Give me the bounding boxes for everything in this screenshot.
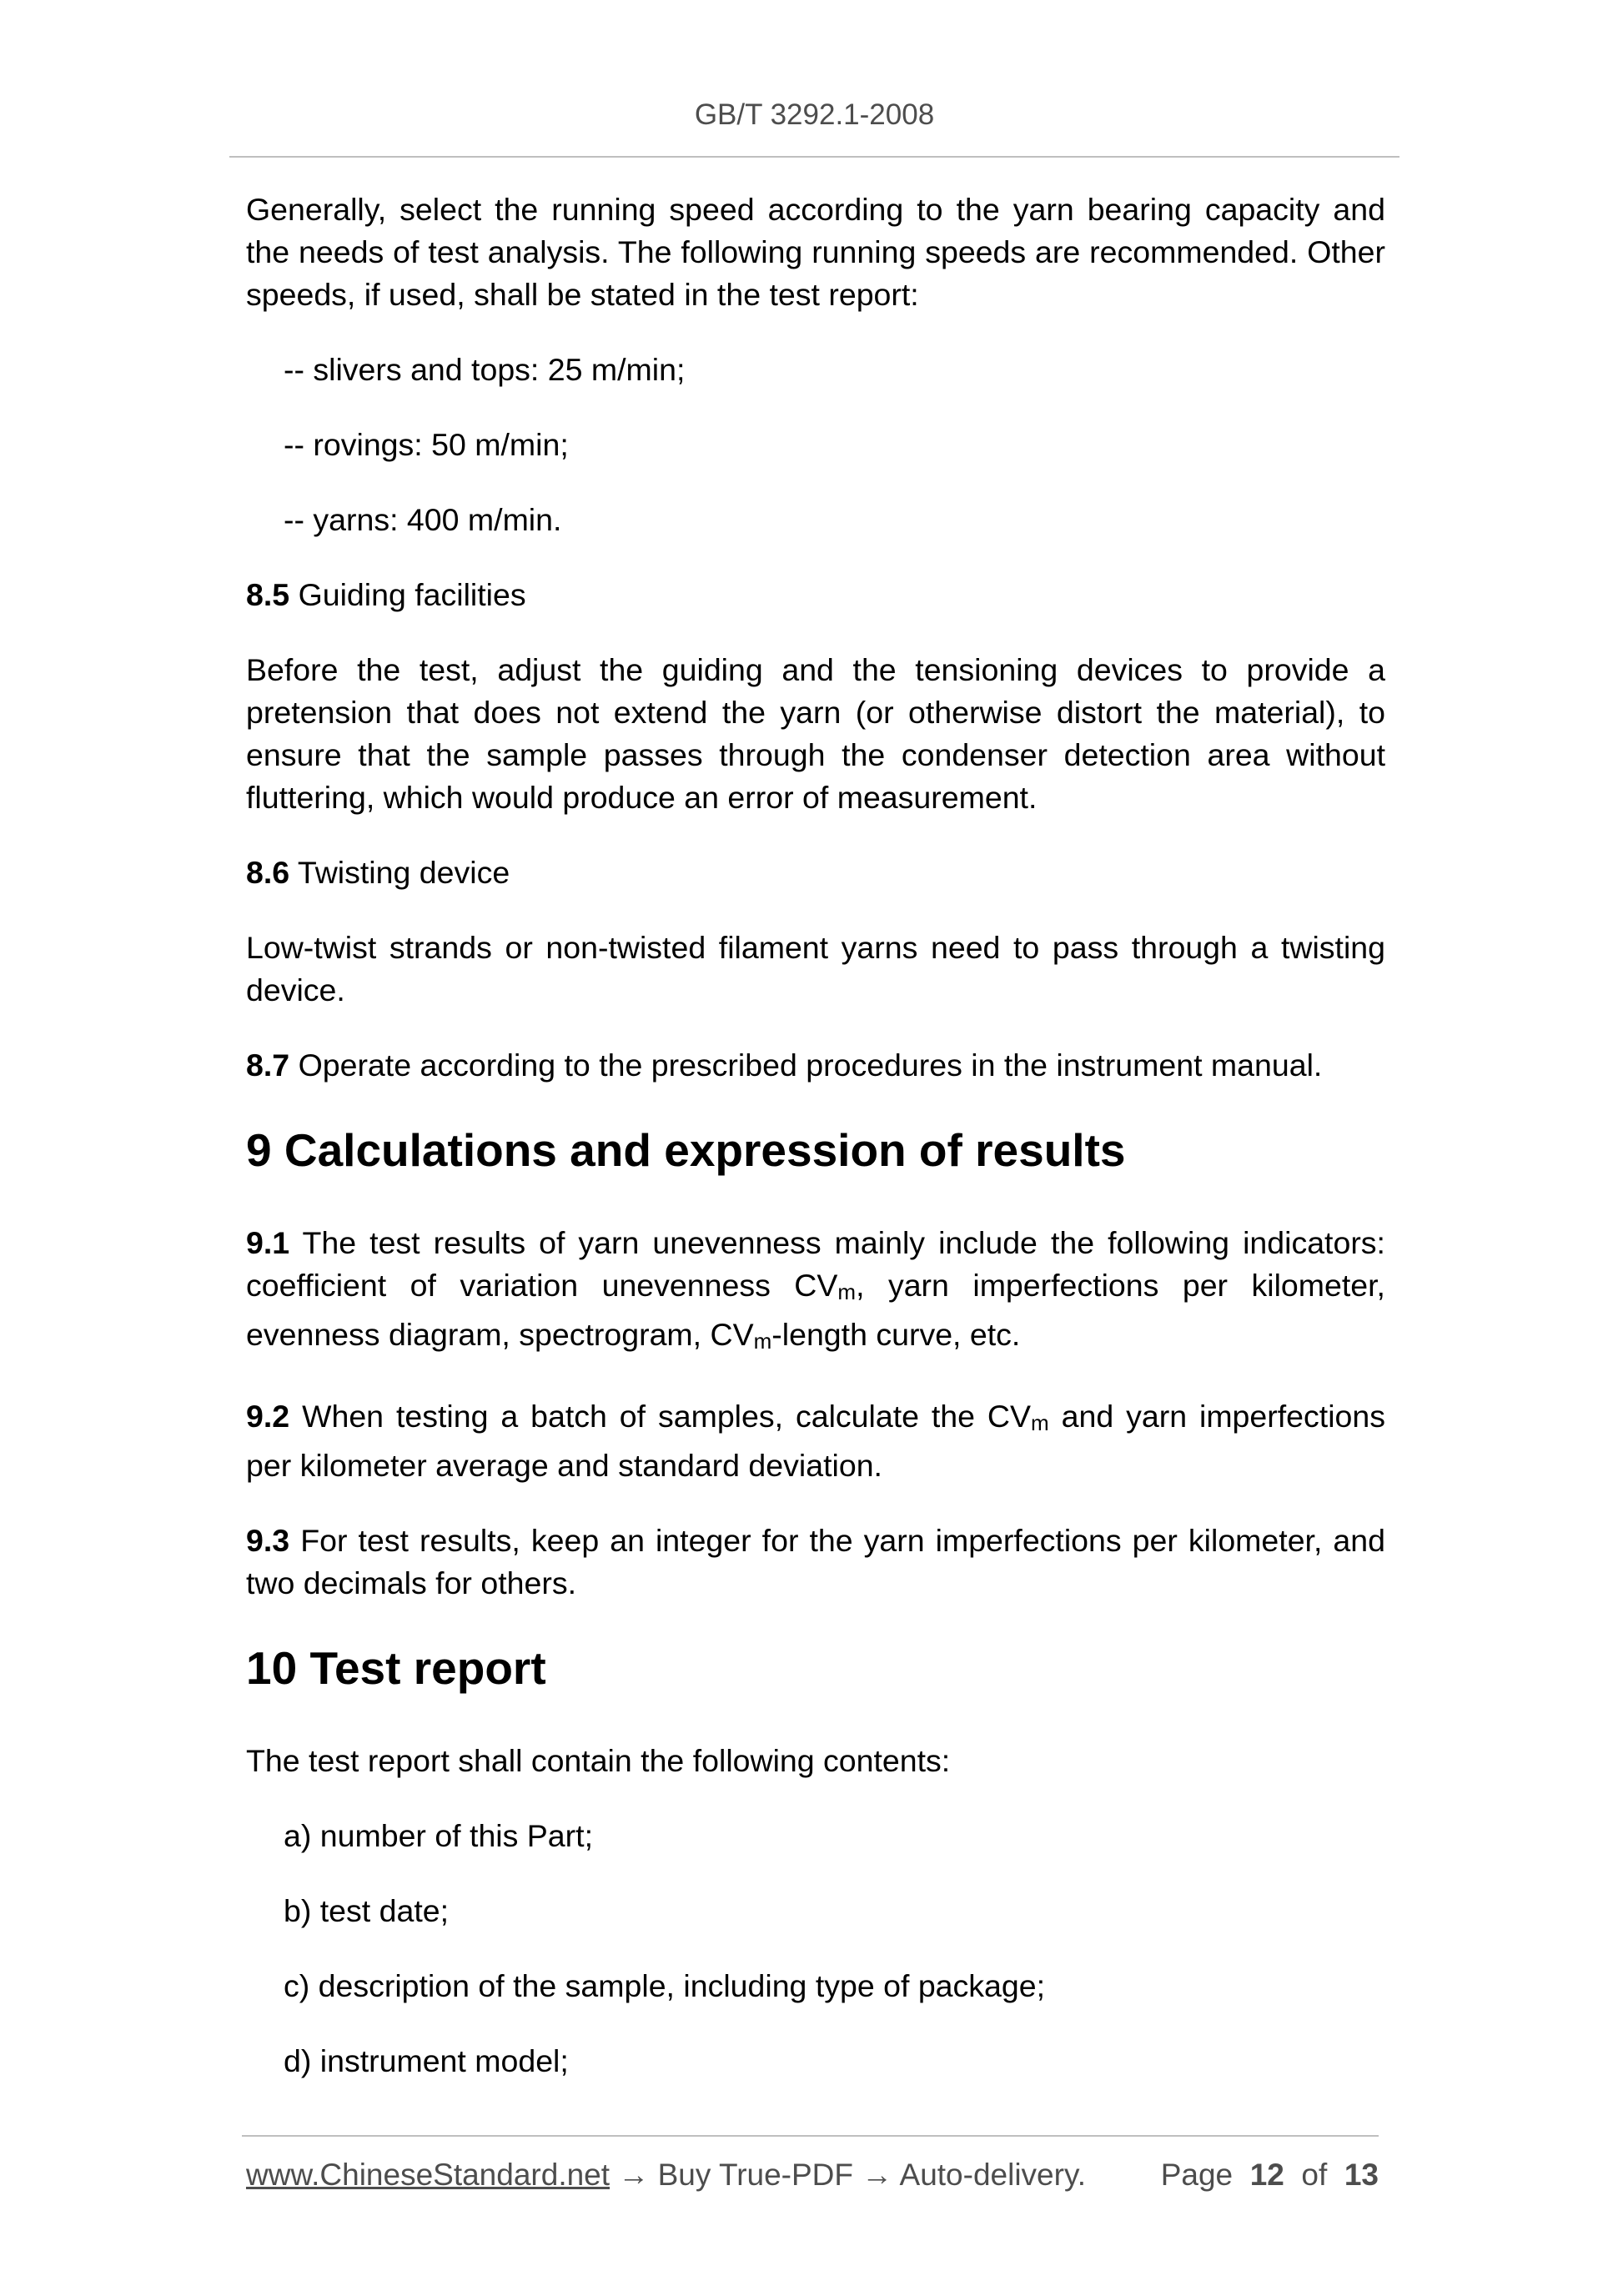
clause-8-6-title: Twisting device bbox=[297, 855, 510, 890]
clause-9-1-text-b: , yarn imperfections per kilometer, evenness diagram, spectrogram, CV bbox=[246, 1268, 1385, 1352]
clause-9-1 bbox=[246, 1222, 1385, 1363]
clause-8-7-number: 8.7 bbox=[246, 1048, 290, 1083]
clause-9-1-number: 9.1 bbox=[246, 1225, 290, 1260]
section-10-intro: The test report shall contain the following contents: bbox=[246, 1743, 951, 1778]
speed-item-slivers: -- slivers and tops: 25 m/min; bbox=[284, 352, 686, 387]
clause-9-3-text: For test results, keep an integer for the yarn imperfections per kilometer, and two decimals for others. bbox=[246, 1523, 1385, 1600]
clause-8-5-number: 8.5 bbox=[246, 577, 290, 612]
intro-paragraph: Generally, select the running speed according to the yarn bearing capacity and the needs of test analysis. The following running speeds are recommended. Other speeds, if used, shall be stated in the test report: bbox=[246, 192, 1385, 312]
clause-9-1-text-a: The test results of yarn unevenness mainly include the following indicators: coefficient of variation unevenness CV bbox=[246, 1225, 1385, 1303]
clause-9-3-number: 9.3 bbox=[246, 1523, 290, 1558]
clause-8-6-text: Low-twist strands or non-twisted filament yarns need to pass through a twisting device. bbox=[246, 930, 1385, 1007]
document-body bbox=[246, 188, 1385, 2082]
website-link[interactable]: www.ChineseStandard.net bbox=[246, 2158, 611, 2192]
clause-8-5-text: Before the test, adjust the guiding and the tensioning devices to provide a pretension that does not extend the yarn (or otherwise distort the material), to ensure that the sample passes through the condenser detection area without fluttering, which would produce an error of measurement. bbox=[246, 652, 1385, 815]
section-10-heading: 10 Test report bbox=[246, 1642, 546, 1694]
clause-9-1-text-c: -length curve, etc. bbox=[771, 1317, 1021, 1352]
clause-9-1-subscript-a: m bbox=[837, 1279, 857, 1304]
speed-item-rovings: -- rovings: 50 m/min; bbox=[284, 427, 569, 462]
header-divider bbox=[229, 156, 1399, 158]
footer-tagline: → Buy True-PDF → Auto-delivery. bbox=[610, 2158, 1086, 2192]
clause-8-5-title: Guiding facilities bbox=[298, 577, 526, 612]
clause-9-1-subscript-b: m bbox=[753, 1329, 772, 1354]
report-item-a: a) number of this Part; bbox=[284, 1818, 593, 1853]
clause-8-6-number: 8.6 bbox=[246, 855, 290, 890]
section-9-heading: 9 Calculations and expression of results bbox=[246, 1124, 1126, 1176]
page-footer bbox=[246, 2158, 1379, 2193]
report-item-b: b) test date; bbox=[284, 1893, 450, 1928]
total-page-number: 13 bbox=[1344, 2158, 1379, 2192]
report-item-d: d) instrument model; bbox=[284, 2043, 569, 2078]
page-header: GB/T 3292.1-2008 bbox=[694, 98, 935, 131]
clause-9-2-text-a: When testing a batch of samples, calculate the CV bbox=[302, 1399, 1032, 1434]
report-item-c: c) description of the sample, including type of package; bbox=[284, 1968, 1046, 2003]
speed-item-yarns: -- yarns: 400 m/min. bbox=[284, 502, 562, 537]
clause-9-2-number: 9.2 bbox=[246, 1399, 290, 1434]
footer-divider bbox=[242, 2135, 1379, 2137]
clause-8-7-text: Operate according to the prescribed procedures in the instrument manual. bbox=[298, 1048, 1323, 1083]
clause-8-7 bbox=[246, 1044, 1385, 1087]
page-indicator bbox=[1161, 2158, 1379, 2193]
of-label: of bbox=[1301, 2158, 1328, 2192]
clause-9-2 bbox=[246, 1395, 1385, 1487]
current-page-number: 12 bbox=[1249, 2158, 1284, 2192]
clause-9-3 bbox=[246, 1520, 1385, 1605]
clause-8-6-heading bbox=[246, 852, 1385, 894]
clause-9-2-subscript: m bbox=[1031, 1410, 1049, 1435]
clause-8-5-heading bbox=[246, 574, 1385, 616]
clause-9-2-text-b: and yarn imperfections per kilometer average and standard deviation. bbox=[246, 1399, 1385, 1483]
page-label: Page bbox=[1160, 2158, 1234, 2192]
